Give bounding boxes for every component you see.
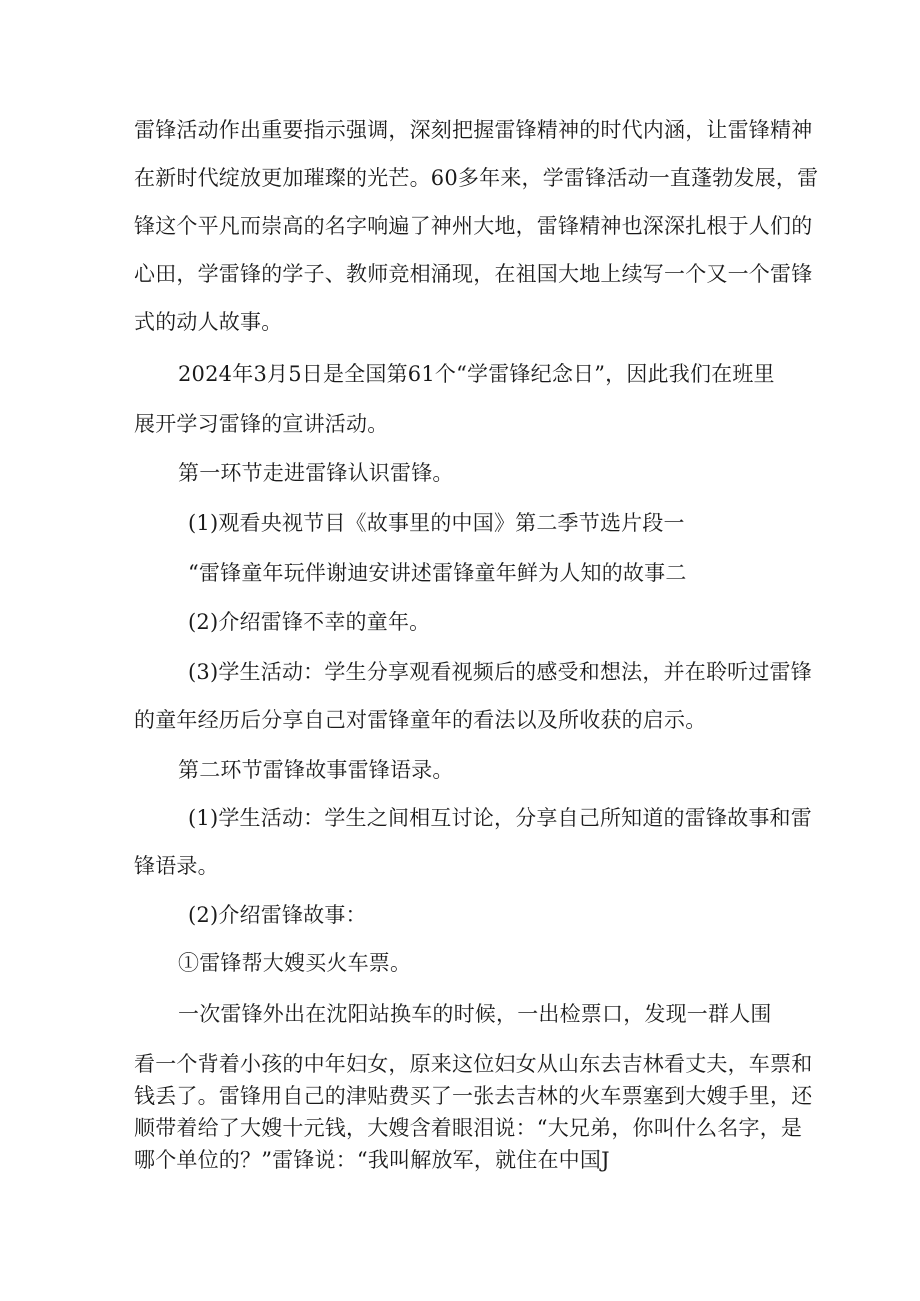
text-line: 看一个背着小孩的中年妇女，原来这位妇女从山东去吉林看丈夫，车票和 [134,1052,813,1076]
text-line: 在新时代绽放更加璀璨的光芒。60多年来，学雷锋活动一直蓬勃发展，雷 [134,166,819,190]
text-line: (3)学生活动：学生分享观看视频后的感受和想法，并在聆听过雷锋 [188,660,812,684]
text-line: 顺带着给了大嫂十元钱，大嫂含着眼泪说：“大兄弟，你叫什么名字，是 [134,1116,803,1140]
text-line: 的童年经历后分享自己对雷锋童年的看法以及所收获的启示。 [134,708,707,732]
text-line: ①雷锋帮大嫂买火车票。 [178,951,412,975]
text-line: (2)介绍雷锋故事： [188,903,367,927]
text-line: 雷锋活动作出重要指示强调，深刻把握雷锋精神的时代内涵，让雷锋精神 [134,118,813,142]
text-line: (1)学生活动：学生之间相互讨论，分享自己所知道的雷锋故事和雷 [188,806,812,830]
section-heading: 第一环节走进雷锋认识雷锋。 [178,461,454,485]
text-line: (1)观看央视节目《故事里的中国》第二季节选片段一 [188,511,685,535]
text-line: 式的动人故事。 [134,310,283,334]
text-line: “雷锋童年玩伴谢迪安讲述雷锋童年鲜为人知的故事二 [188,561,687,585]
section-heading: 第二环节雷锋故事雷锋语录。 [178,758,454,782]
text-line: 2024年3月5日是全国第61个“学雷锋纪念日”，因此我们在班里 [178,362,775,386]
text-line: (2)介绍雷锋不幸的童年。 [188,610,431,634]
text-line: 钱丢了。雷锋用自己的津贴费买了一张去吉林的火车票塞到大嫂手里，还 [134,1084,813,1108]
text-line: 锋语录。 [134,854,219,878]
text-line: 一次雷锋外出在沈阳站换车的时候，一出检票口，发现一群人围 [178,1002,772,1026]
text-line: 锋这个平凡而崇高的名字响遍了神州大地，雷锋精神也深深扎根于人们的 [134,214,813,238]
text-line: 展开学习雷锋的宣讲活动。 [134,412,389,436]
text-line: 哪个单位的？”雷锋说：“我叫解放军，就住在中国J [134,1148,610,1172]
text-line: 心田，学雷锋的学子、教师竞相涌现，在祖国大地上续写一个又一个雷锋 [134,262,813,286]
